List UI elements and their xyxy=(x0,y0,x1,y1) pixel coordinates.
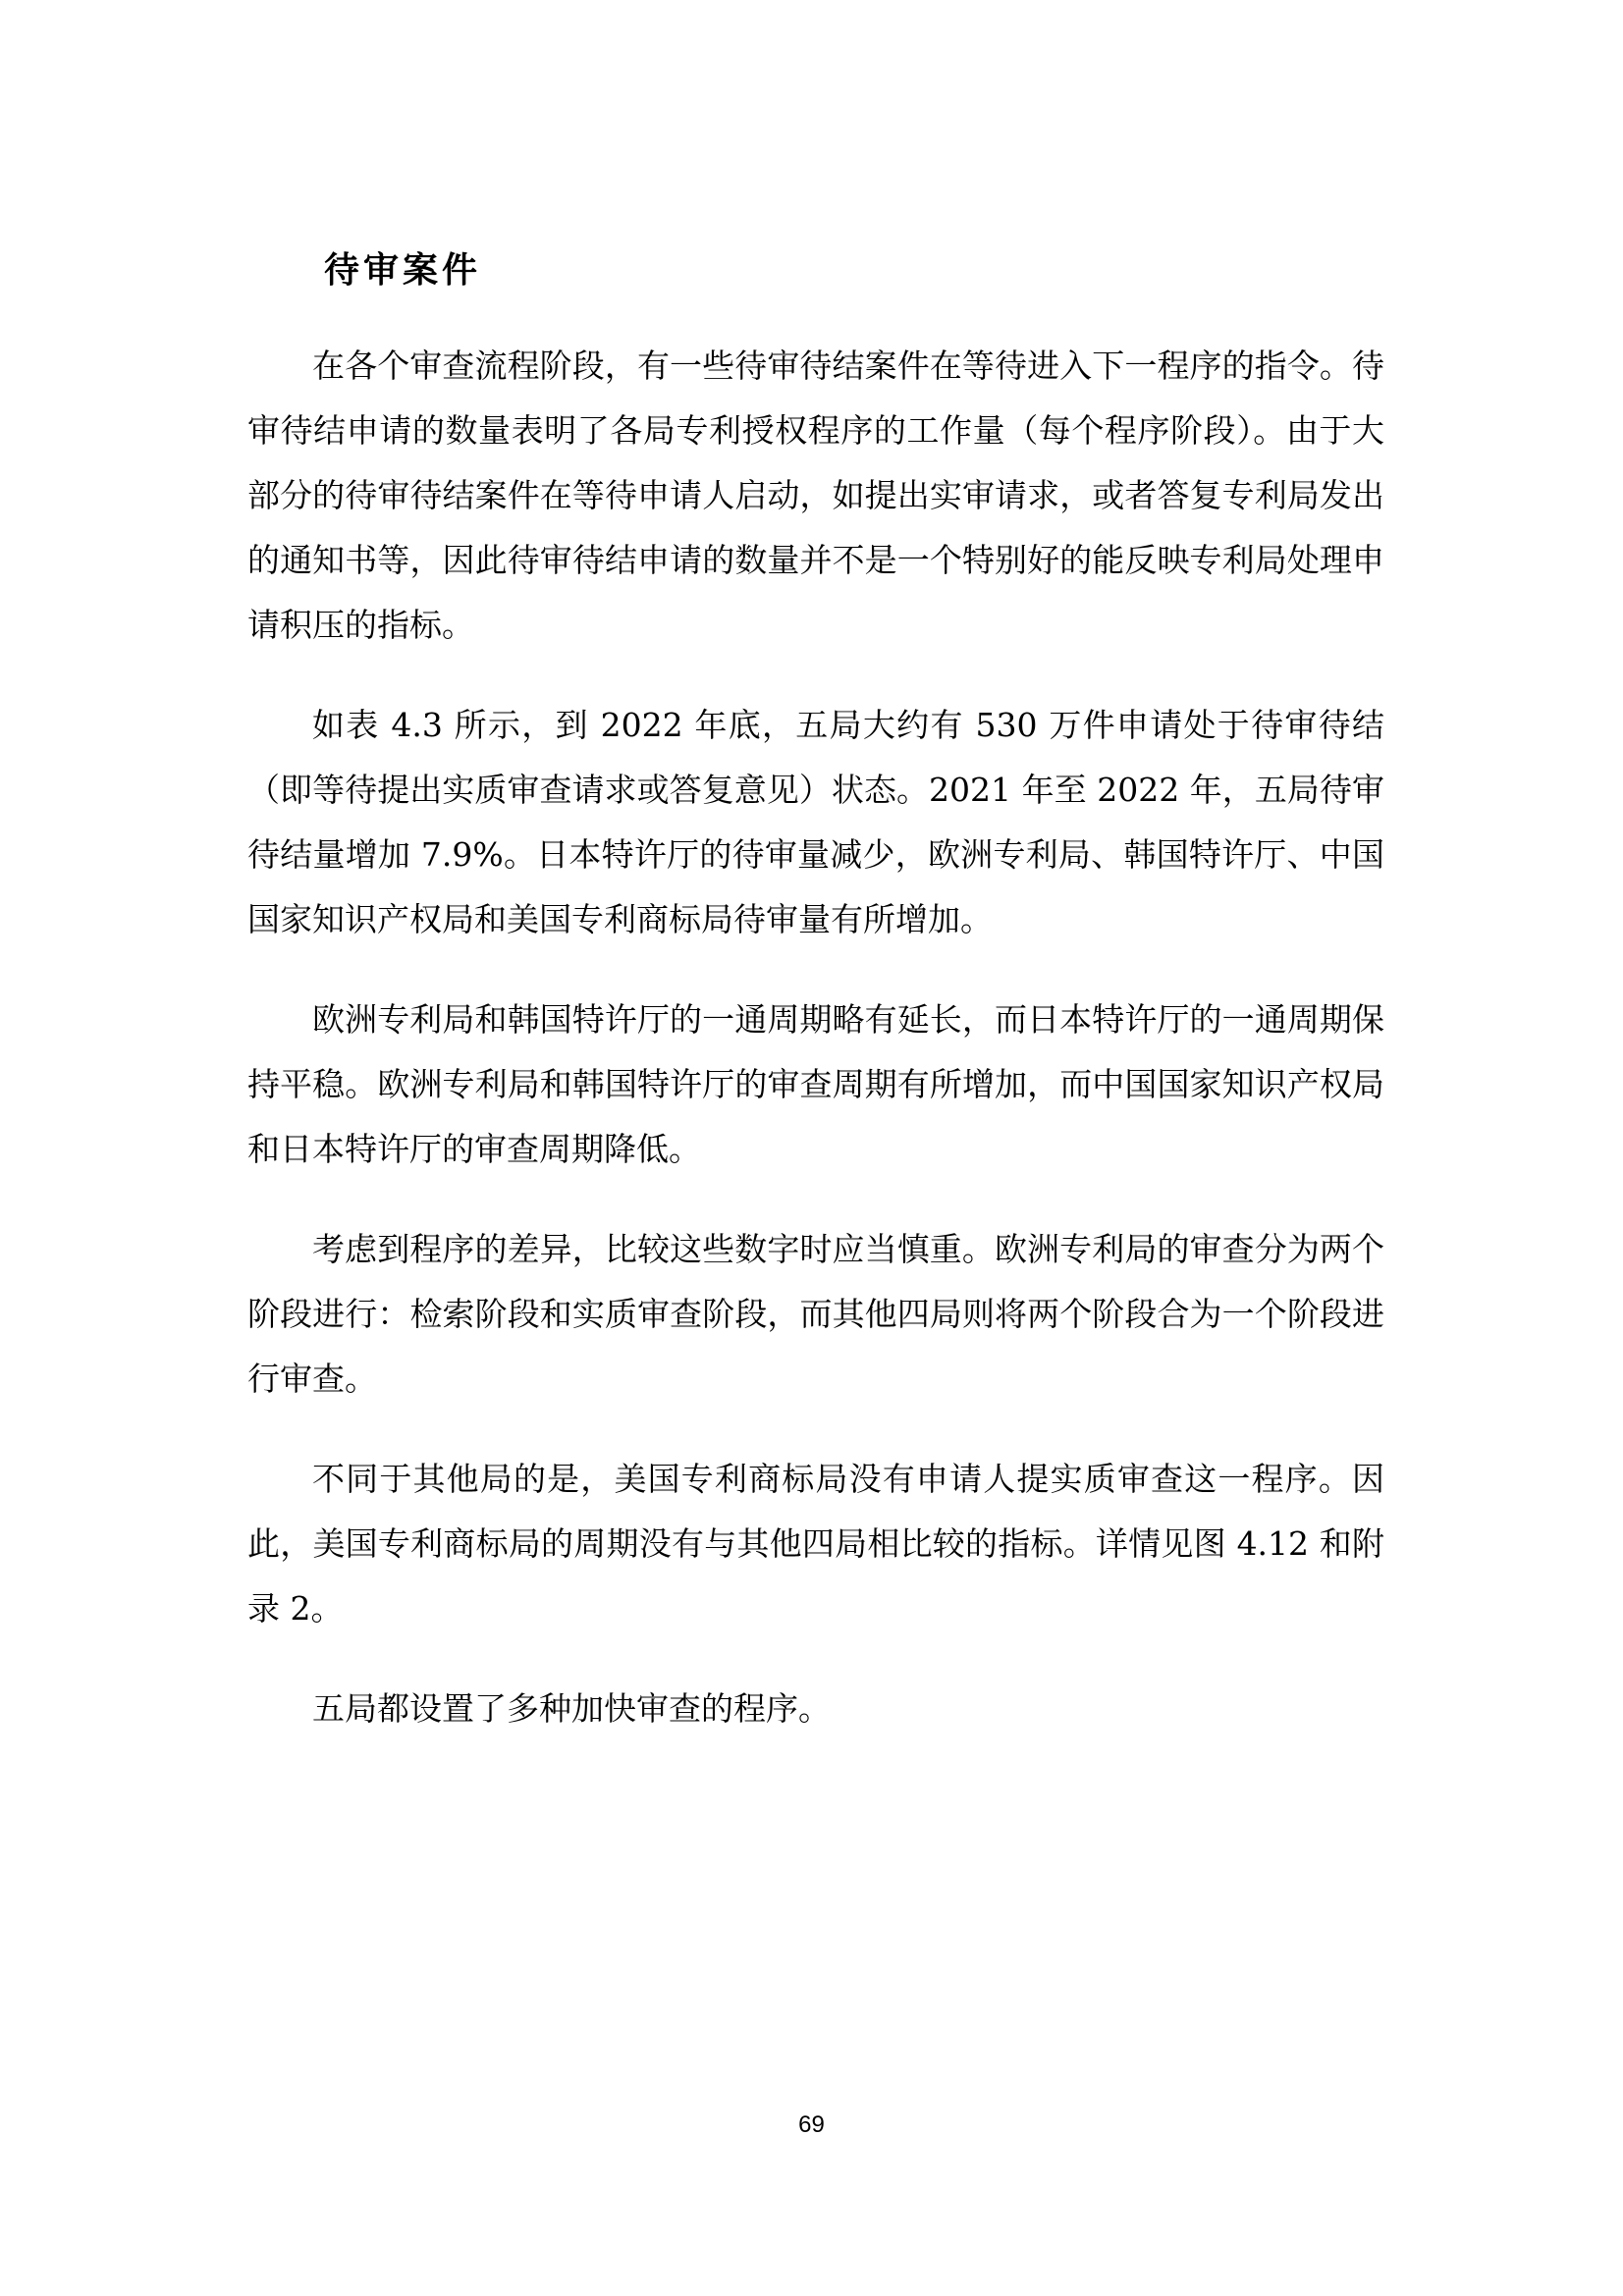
paragraph-pending-cases-intro: 在各个审查流程阶段，有一些待审待结案件在等待进入下一程序的指令。待审待结申请的数量表明了各局专利授权程序的工作量（每个程序阶段）。由于大部分的待审待结案件在等待申请人启动，如提出实审请求，或者答复专利局发出的通知书等，因此待审待结申请的数量并不是一个特别好的能反映专利局处理申请积压的指标。 xyxy=(247,347,1384,644)
paragraph-accelerated-exam: 五局都设置了多种加快审查的程序。 xyxy=(312,1689,831,1728)
paragraph-pendency-trend: 欧洲专利局和韩国特许厅的一通周期略有延长，而日本特许厅的一通周期保持平稳。欧洲专利局和韩国特许厅的审查周期有所增加，而中国国家知识产权局和日本特许厅的审查周期降低。 xyxy=(247,1000,1384,1168)
body-text xyxy=(247,334,1384,1777)
page-number: 69 xyxy=(798,2111,825,2138)
paragraph-procedure-differences: 考虑到程序的差异，比较这些数字时应当慎重。欧洲专利局的审查分为两个阶段进行：检索阶段和实质审查阶段，而其他四局则将两个阶段合为一个阶段进行审查。 xyxy=(247,1230,1384,1398)
section-heading: 待审案件 xyxy=(324,250,482,291)
paragraph-uspto-note: 不同于其他局的是，美国专利商标局没有申请人提实质审查这一程序。因此，美国专利商标局的周期没有与其他四局相比较的指标。详情见图 4.12 和附录 2。 xyxy=(247,1460,1384,1628)
paragraph-pending-volume: 如表 4.3 所示，到 2022 年底，五局大约有 530 万件申请处于待审待结（即等待提出实质审查请求或答复意见）状态。2021 年至 2022 年，五局待审待结量增加 7.9%。日本特许厅的待审量减少，欧洲专利局、韩国特许厅、中国国家知识产权局和美国专利商标局待审量有所增加。 xyxy=(247,706,1384,938)
